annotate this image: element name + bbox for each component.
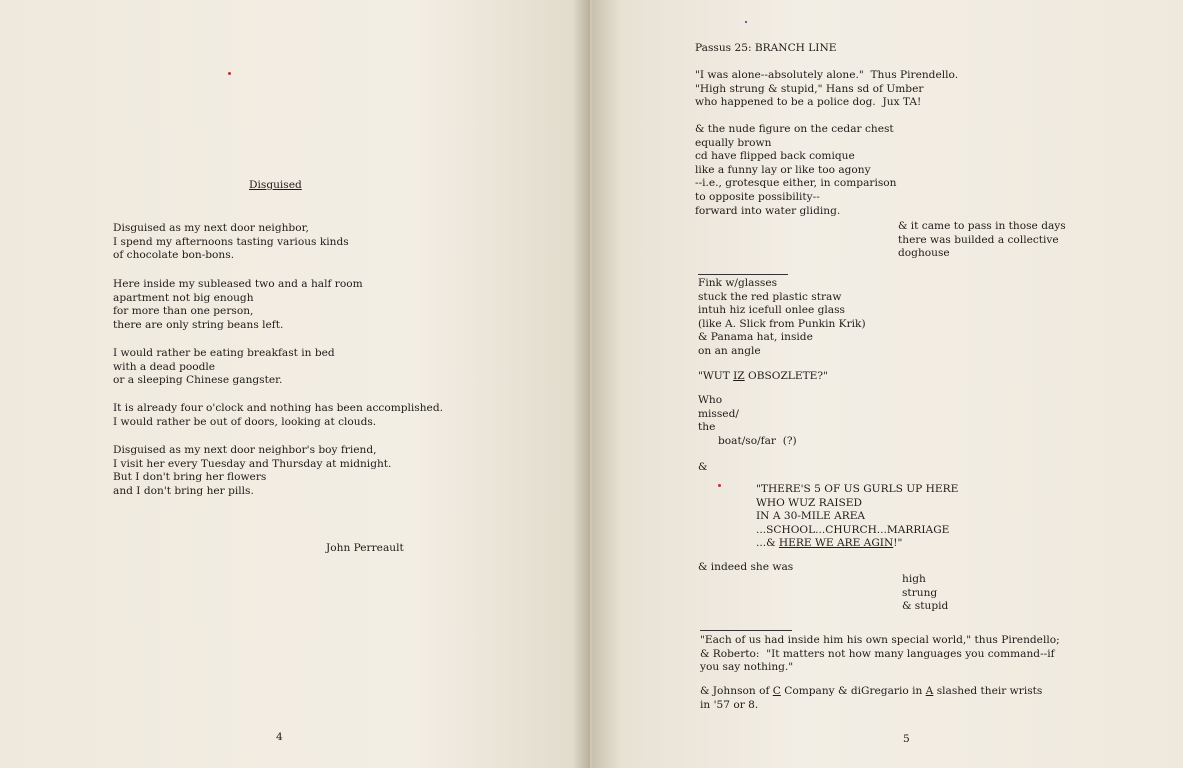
text-line: --i.e., grotesque either, in comparison [695, 177, 897, 190]
section-rule [700, 630, 792, 631]
stanza-3 [113, 347, 335, 388]
text-line: to opposite possibility-- [695, 190, 820, 203]
poem-title: Disguised [249, 179, 302, 191]
text-line: boat/so/far (?) [718, 434, 797, 447]
text-line: the [698, 421, 716, 434]
text-line: cd have flipped back comique [695, 150, 855, 163]
text-line: on an angle [698, 344, 761, 357]
text-part: ...& [756, 537, 779, 550]
text-line: (like A. Slick from Punkin Krik) [698, 317, 866, 330]
text-line: "THERE'S 5 OF US GURLS UP HERE [756, 483, 959, 495]
text-block-4 [698, 277, 866, 359]
text-line: who happened to be a police dog. Jux TA! [695, 96, 922, 109]
text-line: missed/ [698, 407, 739, 420]
text-line [700, 685, 1042, 699]
poem-line: apartment not big enough [113, 291, 254, 304]
passus-heading: Passus 25: BRANCH LINE [695, 42, 837, 54]
text-line: & it came to pass in those days [898, 220, 1066, 232]
poem-line: Disguised as my next door neighbor, [113, 222, 309, 234]
poem-line: It is already four o'clock and nothing has been accomplished. [113, 402, 443, 414]
poem-line: for more than one person, [113, 305, 254, 318]
text-line: & stupid [902, 600, 949, 613]
poem-line: with a dead poodle [113, 360, 216, 373]
text-line: like a funny lay or like too agony [695, 163, 871, 176]
text-underlined: C [772, 685, 781, 697]
text-part: slashed their wrists [933, 685, 1043, 697]
stanza-1 [113, 222, 349, 263]
text-line: forward into water gliding. [695, 204, 841, 217]
author-name: John Perreault [326, 542, 404, 554]
text-line: "I was alone--absolutely alone." Thus Pirendello. [695, 69, 959, 81]
text-line: doghouse [898, 247, 950, 260]
poem-line: I visit her every Tuesday and Thursday at midnight. [113, 457, 392, 470]
text-line: & Panama hat, inside [698, 331, 813, 344]
text-line [756, 537, 958, 551]
poem-line: But I don't bring her flowers [113, 471, 267, 484]
text-line: intuh hiz icefull onlee glass [698, 304, 845, 317]
text-block-2 [695, 123, 896, 218]
text-line: you say nothing." [700, 661, 794, 674]
text-line: Fink w/glasses [698, 277, 778, 289]
poem-line: I would rather be out of doors, looking at clouds. [113, 415, 377, 428]
text-line: IN A 30-MILE AREA [756, 510, 866, 523]
ampersand: & [698, 461, 708, 473]
poem-line: Disguised as my next door neighbor's boy friend, [113, 444, 377, 456]
poem-line: of chocolate bon-bons. [113, 249, 235, 262]
poem-line: I spend my afternoons tasting various kinds [113, 235, 349, 248]
text-line: & Roberto: "It matters not how many languages you command--if [700, 647, 1055, 660]
text-part: Company & diGregario in [780, 685, 926, 697]
text-line: Who [698, 394, 723, 406]
ink-speck [745, 21, 747, 23]
page-number-left: 4 [276, 731, 283, 743]
poem-line: and I don't bring her pills. [113, 484, 254, 497]
left-page [0, 0, 590, 768]
text-block-5 [698, 394, 797, 448]
text-underlined: HERE WE ARE AGIN [778, 537, 894, 550]
final-lines [700, 685, 1042, 712]
text-line: & the nude figure on the cedar chest [695, 123, 894, 135]
text-block-7 [902, 573, 948, 614]
text-block-3 [898, 220, 1066, 261]
text-block-1 [695, 69, 958, 110]
text-line: there was builded a collective [898, 233, 1059, 246]
text-part: & Johnson of [700, 685, 773, 697]
right-page [592, 0, 1183, 768]
indeed-line: & indeed she was [698, 561, 794, 573]
quote-obsolete [698, 370, 828, 384]
stanza-4 [113, 402, 443, 429]
text-line: WHO WUZ RAISED [756, 496, 863, 509]
poem-line: I would rather be eating breakfast in bed [113, 347, 335, 359]
text-line: in '57 or 8. [700, 698, 759, 711]
text-line: strung [902, 586, 938, 599]
text-line: "Each of us had inside him his own special world," thus Pirendello; [700, 634, 1060, 646]
stanza-2 [113, 278, 363, 332]
text-line: equally brown [695, 136, 772, 149]
page-number-right: 5 [903, 733, 910, 745]
quote-underlined: IZ [733, 370, 745, 382]
text-line: high [902, 573, 926, 585]
quote-part: OBSOZLETE?" [744, 370, 828, 382]
poem-line: or a sleeping Chinese gangster. [113, 374, 283, 387]
ink-speck [718, 484, 721, 487]
text-underlined: A [925, 685, 934, 697]
poem-line: there are only string beans left. [113, 318, 284, 331]
stanza-5 [113, 444, 391, 498]
text-line: "High strung & stupid," Hans sd of Umber [695, 82, 924, 95]
poem-line: Here inside my subleased two and a half room [113, 278, 363, 290]
text-line: ...SCHOOL...CHURCH...MARRIAGE [756, 523, 950, 536]
text-line: stuck the red plastic straw [698, 290, 842, 303]
text-block-8 [700, 634, 1060, 675]
ink-speck [228, 72, 231, 75]
text-block-6 [756, 483, 958, 551]
section-rule [698, 274, 788, 275]
text-part: !" [893, 537, 903, 550]
quote-part: "WUT [698, 370, 734, 382]
